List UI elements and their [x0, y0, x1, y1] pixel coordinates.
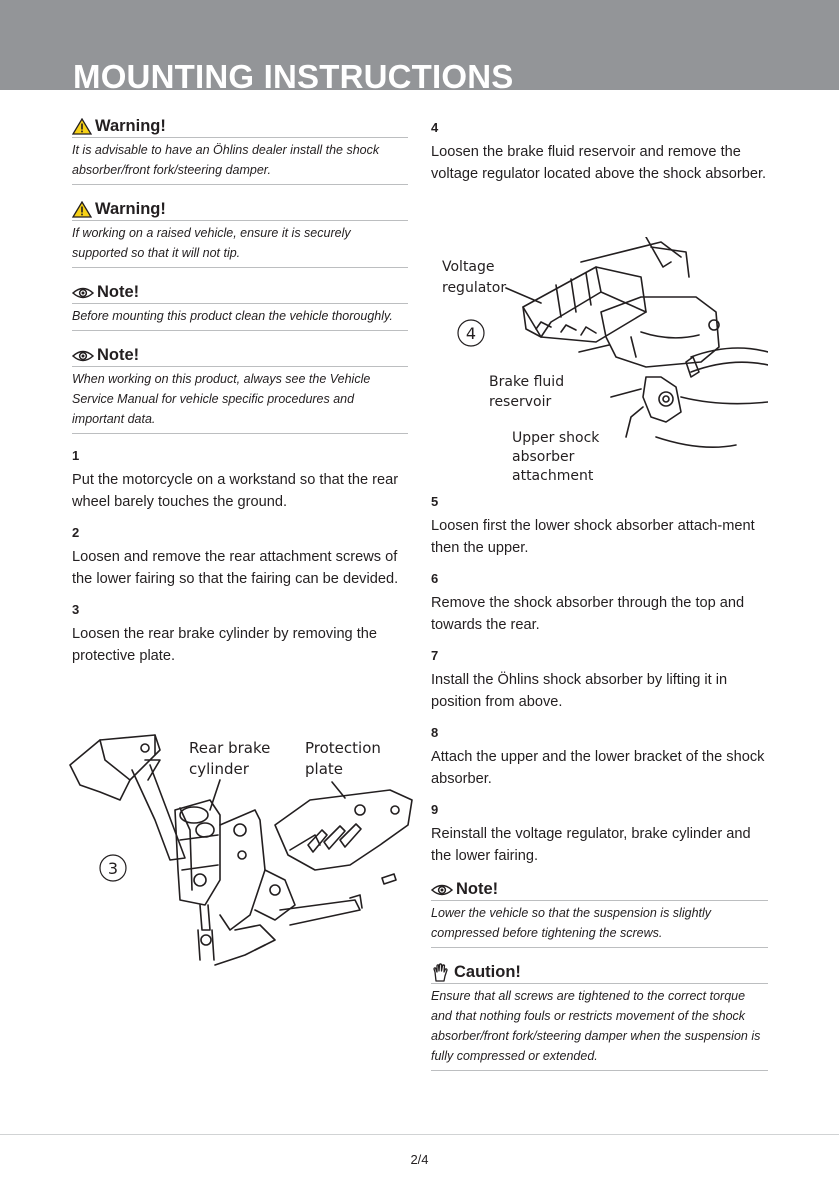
figure-label: plate [305, 760, 343, 778]
figure-label: Voltage [442, 259, 495, 275]
warning-triangle-icon [72, 118, 92, 135]
figure-number: 3 [107, 859, 119, 878]
footer-divider [0, 1134, 839, 1135]
figure-label: regulator [442, 280, 507, 296]
notice-text: When working on this product, always see the Vehicle Service Manual for vehicle specific procedures and important data. [72, 372, 371, 426]
notice-label: Warning! [95, 117, 166, 135]
page-number: 2/4 [410, 1152, 429, 1167]
notice-text: It is advisable to have an Öhlins dealer install the shock absorber/front fork/steering damper. [72, 143, 380, 177]
step-number: 8 [431, 725, 439, 740]
notice-text: If working on a raised vehicle, ensure it is securely supported so that it will not tip. [72, 226, 351, 260]
notice-label: Note! [456, 880, 499, 898]
step-number: 2 [72, 525, 80, 540]
step-2 [72, 525, 408, 590]
notice-heading [431, 879, 768, 901]
eye-icon [431, 883, 453, 897]
figure-number: 4 [465, 324, 477, 343]
step-8 [431, 725, 768, 790]
notice-label: Note! [97, 283, 140, 301]
figure-3-brake-cylinder-illustration [60, 730, 430, 970]
notice-label: Note! [97, 346, 140, 364]
note-notice [431, 879, 768, 948]
step-5 [431, 494, 768, 559]
notice-heading [431, 962, 768, 984]
warning-notice [72, 199, 408, 268]
step-6 [431, 571, 768, 636]
page-title: MOUNTING INSTRUCTIONS [73, 58, 514, 90]
step-text: Loosen the rear brake cylinder by removing the protective plate. [72, 626, 378, 664]
notice-text: Lower the vehicle so that the suspension is slightly compressed before tightening the screws. [431, 906, 712, 940]
figure-label: attachment [512, 468, 594, 484]
step-4 [431, 120, 768, 185]
step-9 [431, 802, 768, 867]
note-notice [72, 282, 408, 331]
step-number: 5 [431, 494, 439, 509]
figure-label: absorber [512, 449, 575, 465]
notice-text: Ensure that all screws are tightened to the correct torque and that nothing fouls or restricts movement of the shock absorber/front fork/steering damper when the suspension is fully compressed or extended. [431, 989, 761, 1063]
caution-notice [431, 962, 768, 1071]
warning-notice [72, 116, 408, 185]
notice-label: Caution! [454, 963, 521, 981]
step-number: 3 [72, 602, 80, 617]
notice-heading [72, 345, 408, 367]
note-notice [72, 345, 408, 434]
step-text: Attach the upper and the lower bracket of the shock absorber. [431, 749, 765, 787]
step-7 [431, 648, 768, 713]
step-text: Remove the shock absorber through the top and towards the rear. [431, 595, 745, 633]
hand-icon [431, 963, 451, 983]
step-text: Reinstall the voltage regulator, brake cylinder and the lower fairing. [431, 826, 751, 864]
figure-label: Rear brake [189, 739, 271, 757]
step-number: 4 [431, 120, 439, 135]
notice-heading [72, 282, 408, 304]
figure-label: Brake fluid [489, 374, 565, 390]
step-text: Install the Öhlins shock absorber by lifting it in position from above. [431, 672, 728, 710]
step-number: 7 [431, 648, 439, 663]
notice-heading [72, 116, 408, 138]
step-number: 6 [431, 571, 439, 586]
figure-4 [431, 197, 768, 490]
figure-label: Upper shock [512, 430, 600, 446]
left-column [72, 116, 408, 679]
notice-label: Warning! [95, 200, 166, 218]
step-text: Put the motorcycle on a workstand so that the rear wheel barely touches the ground. [72, 472, 399, 510]
page-header [0, 0, 839, 90]
figure-4-voltage-regulator-illustration [431, 237, 768, 487]
eye-icon [72, 349, 94, 363]
figure-label: reservoir [489, 394, 552, 410]
step-text: Loosen and remove the rear attachment screws of the lower fairing so that the fairing can be devided. [72, 549, 399, 587]
step-text: Loosen first the lower shock absorber attach-ment then the upper. [431, 518, 755, 556]
eye-icon [72, 286, 94, 300]
warning-triangle-icon [72, 201, 92, 218]
notice-text: Before mounting this product clean the vehicle thoroughly. [72, 309, 393, 323]
figure-label: Protection [305, 739, 381, 757]
figure-label: cylinder [189, 760, 249, 778]
step-number: 1 [72, 448, 80, 463]
notice-heading [72, 199, 408, 221]
step-number: 9 [431, 802, 439, 817]
right-column [431, 116, 768, 1085]
step-3 [72, 602, 408, 667]
step-1 [72, 448, 408, 513]
step-text: Loosen the brake fluid reservoir and remove the voltage regulator located above the shock absorber. [431, 144, 767, 182]
